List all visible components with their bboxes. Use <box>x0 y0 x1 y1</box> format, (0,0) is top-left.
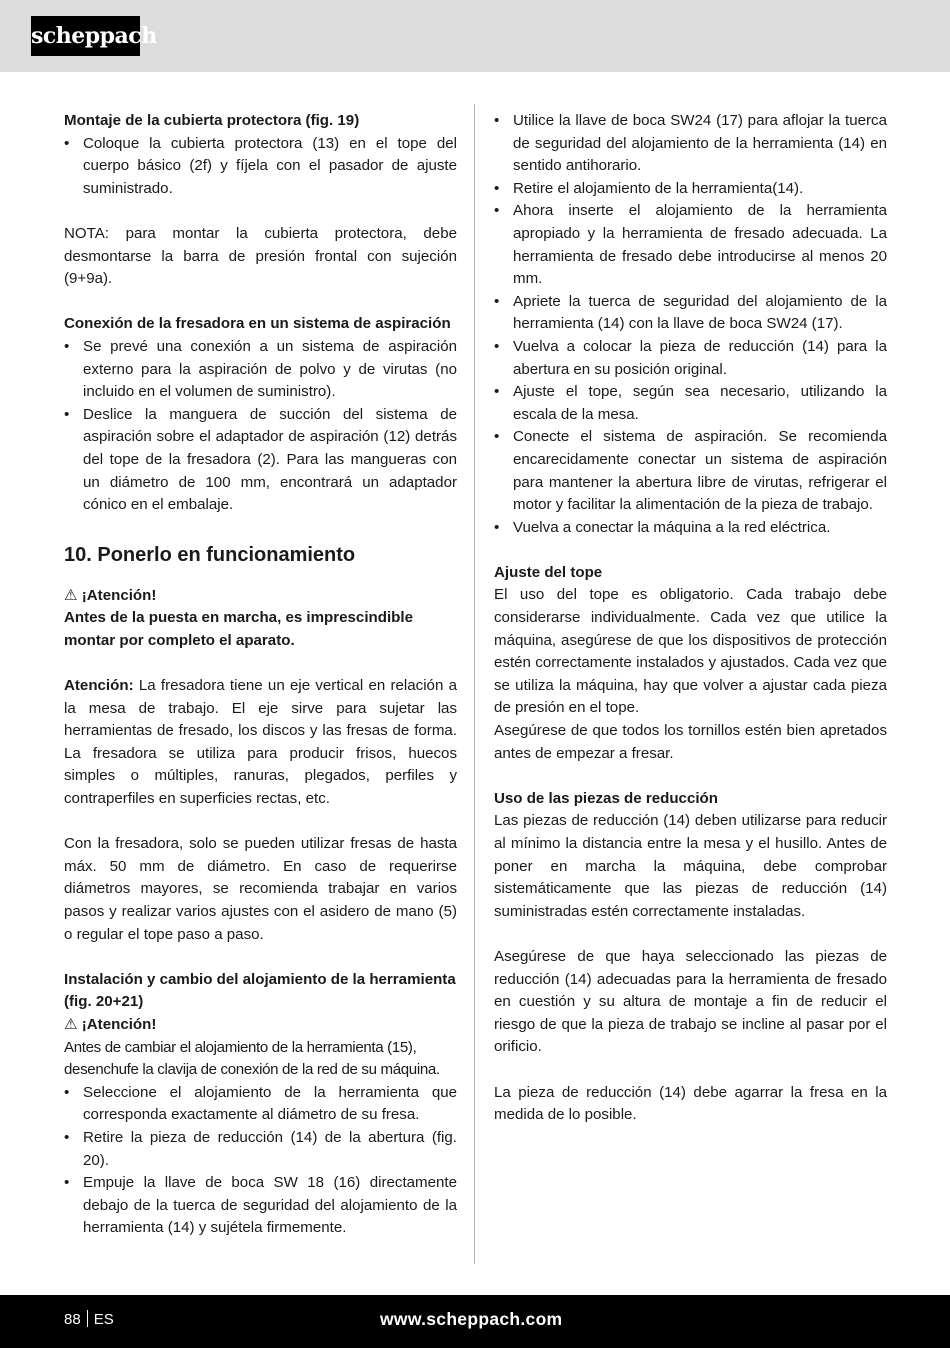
diameter-paragraph: Con la fresadora, solo se pueden utilizar fresas de hasta máx. 50 mm de diámetro. En caso de requerirse diámetros mayores, se recomienda trabajar en varios pasos y realizar varios ajustes con el asidero de mano (5) o regular el tope paso a paso. <box>64 835 457 943</box>
list-item: • Empuje la llave de boca SW 18 (16) directamente debajo de la tuerca de seguridad del alojamiento de la herramienta (14) y sujétela firmemente. <box>64 1172 457 1240</box>
heading-extraction: Conexión de la fresadora en un sistema de aspiración <box>64 315 451 333</box>
reduction-grip-paragraph: La pieza de reducción (14) debe agarrar la fresa en la medida de lo posible. <box>494 1083 887 1124</box>
right-column <box>494 110 887 1127</box>
warning-icon: ⚠ <box>64 1015 78 1033</box>
reduction-selection-paragraph: Asegúrese de que haya seleccionado las piezas de reducción (14) adecuadas para la herramienta de fresado en cuestión y su altura de montaje a fin de reducir el riesgo de que la pieza de trabajo se incline al pasar por el orificio. <box>494 947 887 1056</box>
list-item: • Coloque la cubierta protectora (13) en el tope del cuerpo básico (2f) y fíjela con el pasador de ajuste suministrado. <box>64 133 457 201</box>
list-item: • Utilice la llave de boca SW24 (17) para aflojar la tuerca de seguridad del alojamiento de la herramienta (14) en sentido antihorario. <box>494 110 887 178</box>
fence-paragraph: El uso del tope es obligatorio. Cada trabajo debe considerarse individualmente. Cada vez que utilice la máquina, asegúrese de que los dispositivos de protección estén correctamente instalados y ajustados. Cada vez que se utiliza la máquina, hay que volver a ajustar cada pieza de presión en el tope. <box>494 586 887 717</box>
heading-tool-holder: Instalación y cambio del alojamiento de la herramienta (fig. 20+21) <box>64 970 456 1011</box>
reduction-paragraph: Las piezas de reducción (14) deben utilizarse para reducir al mínimo la distancia entre la mesa y el husillo. Antes de poner en marcha la máquina, debe comprobar sistemáticamente que las piezas de reducción (14) suministradas estén correctamente instaladas. <box>494 812 887 920</box>
heading-reduction: Uso de las piezas de reducción <box>494 789 718 807</box>
list-extraction <box>64 336 457 517</box>
warning-heading: ⚠ ¡Atención! <box>64 586 157 604</box>
brand-logo: scheppach <box>31 16 140 56</box>
heading-fence: Ajuste del tope <box>494 563 603 581</box>
warning-heading: ⚠ ¡Atención! <box>64 1015 157 1033</box>
list-item: • Vuelva a conectar la máquina a la red eléctrica. <box>494 517 887 540</box>
heading-protective-cover: Montaje de la cubierta protectora (fig. 19) <box>64 112 360 129</box>
list-item: • Conecte el sistema de aspiración. Se recomienda encarecidamente conectar un sistema de aspiración para mantener la abertura libre de virutas, refrigerar el motor y facilitar la alimentación de la pieza de trabajo. <box>494 426 887 516</box>
list-item: • Retire la pieza de reducción (14) de la abertura (fig. 20). <box>64 1127 457 1172</box>
list-item: • Seleccione el alojamiento de la herramienta que corresponda exactamente al diámetro de su fresa. <box>64 1082 457 1127</box>
warning-text: Antes de la puesta en marcha, es imprescindible montar por completo el aparato. <box>64 609 413 649</box>
list-protective-cover <box>64 133 457 201</box>
language-code: ES <box>93 1311 114 1328</box>
list-item: • Deslice la manguera de succión del sistema de aspiración sobre el adaptador de aspiración (12) detrás del tope de la fresadora (2). Para las mangueras con un diámetro de 100 mm, encontrará un adaptador cónico en el embalaje. <box>64 404 457 517</box>
attention-paragraph: Atención: La fresadora tiene un eje vertical en relación a la mesa de trabajo. El eje sirve para sujetar las herramientas de fresado, los discos y las fresas de forma. La fresadora se utiliza para producir frisos, huecos simples o múltiples, ranuras, plegados, perfiles y contraperfiles en superficies rectas, etc. <box>64 677 457 808</box>
list-item: • Ahora inserte el alojamiento de la herramienta apropiado y la herramienta de fresado adecuada. La herramienta de fresado debe introducirse al menos 20 mm. <box>494 200 887 290</box>
list-item: • Se prevé una conexión a un sistema de aspiración externo para la aspiración de polvo y de virutas (no incluido en el volumen de suministro). <box>64 336 457 404</box>
list-tool-change <box>494 110 887 539</box>
column-divider <box>474 104 475 1264</box>
list-tool-holder <box>64 1082 457 1240</box>
section-title: 10. Ponerlo en funcionamiento <box>64 543 356 566</box>
screws-paragraph: Asegúrese de que todos los tornillos estén bien apretados antes de empezar a fresar. <box>494 722 887 762</box>
footer-bar <box>0 1295 950 1348</box>
list-item: • Vuelva a colocar la pieza de reducción (14) para la abertura en su posición original. <box>494 336 887 381</box>
page-number: 88 ES <box>64 1311 114 1328</box>
list-item: • Apriete la tuerca de seguridad del alojamiento de la herramienta (14) con la llave de boca SW24 (17). <box>494 291 887 336</box>
header-bar <box>0 0 950 72</box>
left-column <box>64 110 457 1240</box>
warning-text: Antes de cambiar el alojamiento de la herramienta (15), desenchufe la clavija de conexión de la red de su máquina. <box>64 1038 440 1079</box>
list-item: • Ajuste el tope, según sea necesario, utilizando la escala de la mesa. <box>494 381 887 426</box>
website-url: www.scheppach.com <box>380 1309 563 1329</box>
warning-icon: ⚠ <box>64 586 78 604</box>
attention-label: Atención: <box>64 677 134 695</box>
list-item: • Retire el alojamiento de la herramienta(14). <box>494 178 887 201</box>
separator <box>87 1310 88 1327</box>
note-paragraph: NOTA: para montar la cubierta protectora, debe desmontarse la barra de presión frontal con sujeción (9+9a). <box>64 224 457 288</box>
